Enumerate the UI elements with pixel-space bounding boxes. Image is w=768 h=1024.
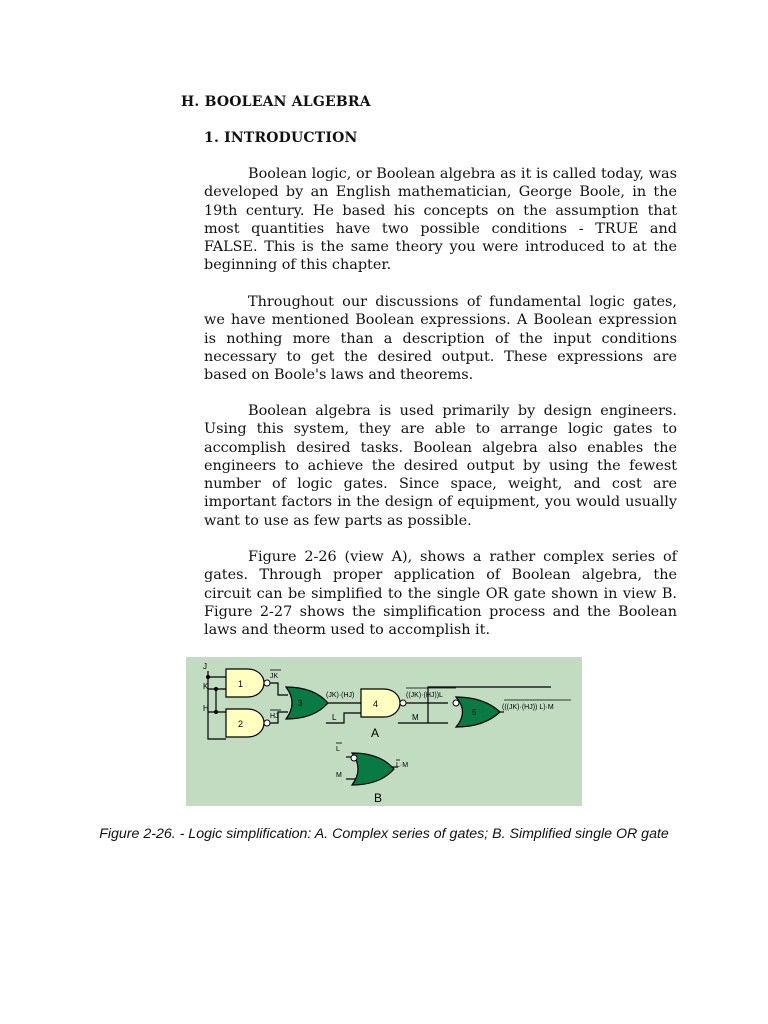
logic-circuit-figure [186, 657, 582, 806]
subsection-heading: 1. INTRODUCTION [204, 130, 358, 146]
paragraph-1: Boolean logic, or Boolean algebra as it is called today, was developed by an English mathematician, George Boole, in the 19th century. He based his concepts on the assumption that most quantities have two possible conditions - TRUE and FALSE. This is the same theory you were introduced to at the beginning of this chapter. [204, 166, 677, 274]
paragraph-2: Throughout our discussions of fundamental logic gates, we have mentioned Boolean expressions. A Boolean expression is nothing more than a description of the input conditions necessary to get the desired output. These expressions are based on Boole's laws and theorems. [204, 294, 677, 384]
b-output-label: L·M [396, 762, 409, 769]
output-jk-hj-label: (JK)·(HJ) [326, 692, 355, 699]
gate-3-label: 3 [298, 699, 303, 708]
paragraph-4: Figure 2-26 (view A), shows a rather complex series of gates. Through proper application of Boolean algebra, the circuit can be simplified to the single OR gate shown in view B. Figure 2-27 shows the simplification process and the Boolean laws and theorm used to accomplish it. [204, 549, 677, 639]
output-jk-label: JK [270, 673, 279, 680]
gate-4-label: 4 [373, 699, 379, 709]
output-hj-label: HJ [270, 713, 279, 720]
input-h-label: H [203, 704, 209, 713]
figure-caption: Figure 2-26. - Logic simplification: A. Complex series of gates; B. Simplified single OR gate [99, 826, 669, 842]
input-j-label: J [203, 662, 207, 671]
paragraph-3: Boolean algebra is used primarily by design engineers. Using this system, they are able to arrange logic gates to accomplish desired tasks. Boolean algebra also enables the engineers to achieve the desired output by using the fewest number of logic gates. Since space, weight, and cost are important factors in the design of equipment, you would usually want to use as few parts as possible. [204, 403, 677, 529]
output-gate4-label: ((JK)·(HJ))L [406, 692, 443, 699]
input-l-label: L [332, 713, 337, 722]
gate-5-label: 5 [472, 708, 477, 717]
gate-2-label: 2 [238, 719, 244, 729]
b-input-l-label: L [336, 746, 340, 753]
view-b-label: B [374, 791, 383, 805]
view-a-label: A [371, 726, 380, 740]
output-final-label: (((JK)·(HJ)) L)·M [502, 704, 554, 711]
input-k-label: K [203, 682, 209, 691]
section-heading: H. BOOLEAN ALGEBRA [181, 94, 371, 110]
input-m-label: M [412, 713, 419, 722]
gate-1-label: 1 [238, 679, 244, 689]
b-input-m-label: M [336, 772, 342, 779]
